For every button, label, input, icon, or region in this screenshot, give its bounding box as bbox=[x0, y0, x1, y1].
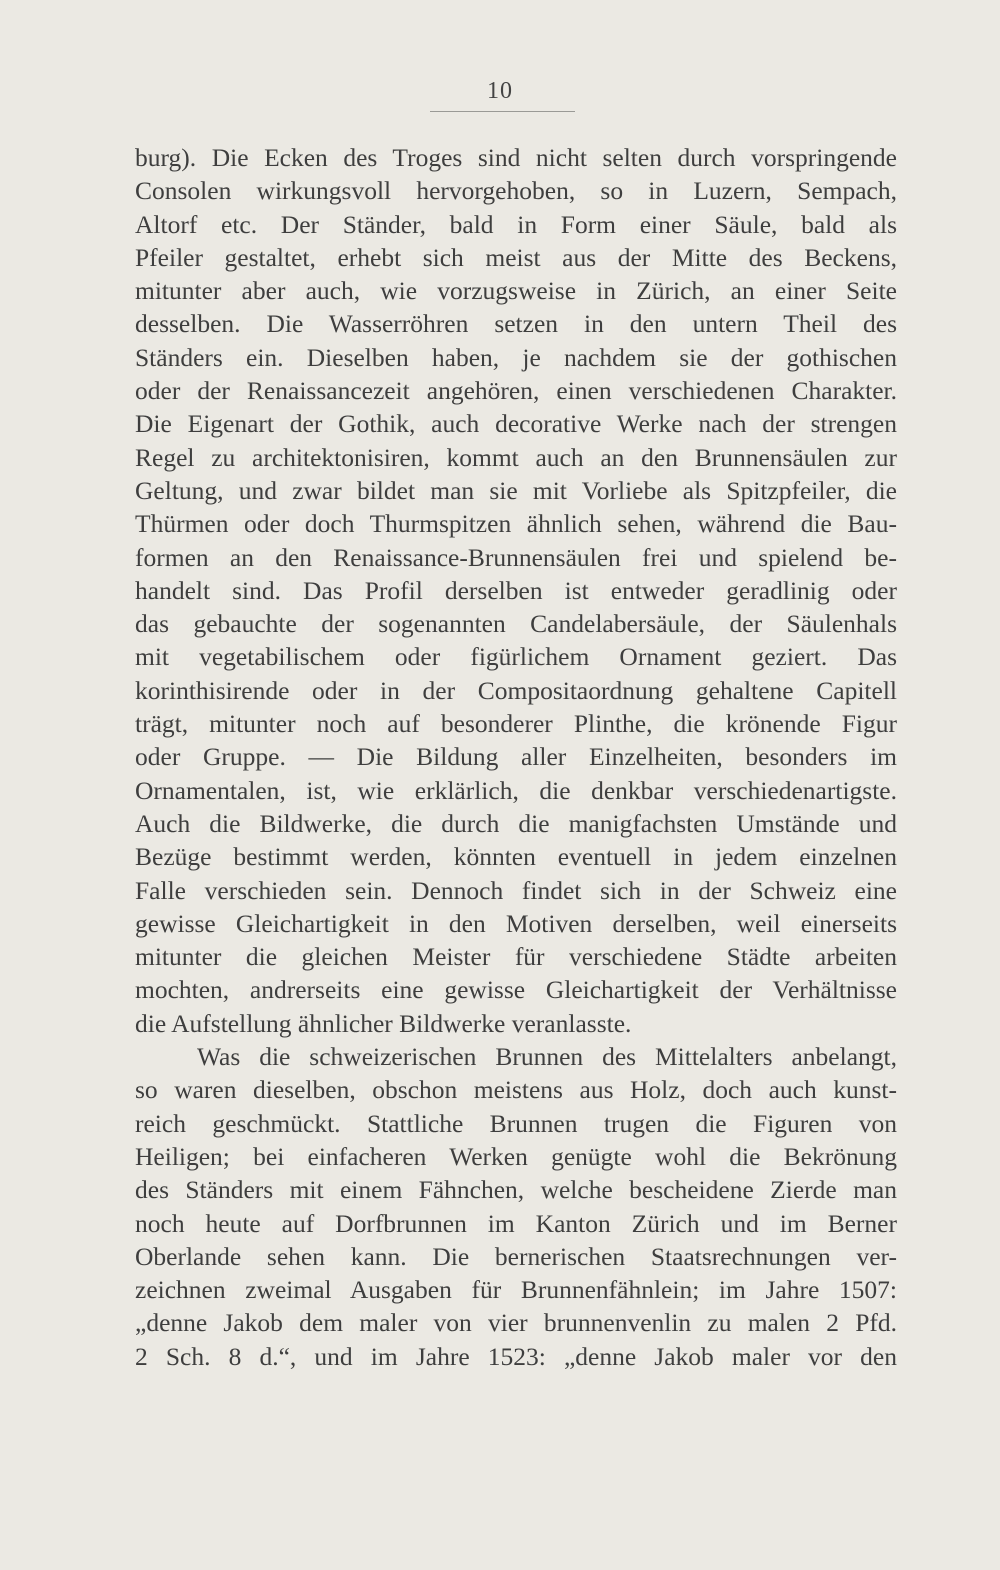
text-line: mit vegetabilischem oder figürlichem Ornament geziert. Das bbox=[135, 642, 897, 672]
text-line: mochten, andrerseits eine gewisse Gleichartigkeit der Verhältnisse bbox=[135, 975, 897, 1005]
text-line: Bezüge bestimmt werden, könnten eventuell in jedem einzelnen bbox=[135, 842, 897, 872]
text-line: Heiligen; bei einfacheren Werken genügte wohl die Bekrönung bbox=[135, 1141, 897, 1171]
text-line: handelt sind. Das Profil derselben ist entweder geradlinig oder bbox=[135, 575, 897, 605]
body-text bbox=[135, 141, 897, 1373]
text-line: trägt, mitunter noch auf besonderer Plinthe, die krönende Figur bbox=[135, 709, 897, 739]
text-line: Regel zu architektonisiren, kommt auch an den Brunnensäulen zur bbox=[135, 442, 897, 472]
text-line: Ornamentalen, ist, wie erklärlich, die denkbar verschiedenartigste. bbox=[135, 775, 897, 805]
text-line: Die Eigenart der Gothik, auch decorative Werke nach der strengen bbox=[135, 409, 897, 439]
text-line: „denne Jakob dem maler von vier brunnenvenlin zu malen 2 Pfd. bbox=[135, 1308, 897, 1338]
text-line: Auch die Bildwerke, die durch die manigfachsten Umstände und bbox=[135, 808, 897, 838]
text-line: reich geschmückt. Stattliche Brunnen trugen die Figuren von bbox=[135, 1108, 897, 1138]
text-line: Pfeiler gestaltet, erhebt sich meist aus der Mitte des Beckens, bbox=[135, 242, 897, 272]
text-line: zeichnen zweimal Ausgaben für Brunnenfähnlein; im Jahre 1507: bbox=[135, 1275, 897, 1305]
text-line: 2 Sch. 8 d.“, und im Jahre 1523: „denne Jakob maler vor den bbox=[135, 1341, 897, 1371]
text-line: gewisse Gleichartigkeit in den Motiven derselben, weil einerseits bbox=[135, 908, 897, 938]
text-line: Ständers ein. Dieselben haben, je nachdem sie der gothischen bbox=[135, 342, 897, 372]
text-line: oder der Renaissancezeit angehören, einen verschiedenen Charakter. bbox=[135, 376, 897, 406]
page-number-rule bbox=[430, 111, 575, 112]
text-line: mitunter die gleichen Meister für verschiedene Städte arbeiten bbox=[135, 942, 897, 972]
page-number: 10 bbox=[487, 78, 513, 104]
text-line: oder Gruppe. — Die Bildung aller Einzelheiten, besonders im bbox=[135, 742, 897, 772]
text-line: burg). Die Ecken des Troges sind nicht selten durch vorspringende bbox=[135, 143, 897, 172]
text-line: die Aufstellung ähnlicher Bildwerke veranlasste. bbox=[135, 1008, 632, 1038]
text-line: Falle verschieden sein. Dennoch findet sich in der Schweiz eine bbox=[135, 875, 897, 905]
text-line: des Ständers mit einem Fähnchen, welche bescheidene Zierde man bbox=[135, 1175, 897, 1205]
text-line: Geltung, und zwar bildet man sie mit Vorliebe als Spitzpfeiler, die bbox=[135, 475, 897, 505]
text-line: Thürmen oder doch Thurmspitzen ähnlich sehen, während die Bau- bbox=[135, 509, 897, 539]
text-line: mitunter aber auch, wie vorzugsweise in Zürich, an einer Seite bbox=[135, 276, 897, 306]
text-line: Altorf etc. Der Ständer, bald in Form einer Säule, bald als bbox=[135, 209, 897, 239]
text-line: Consolen wirkungsvoll hervorgehoben, so in Luzern, Sempach, bbox=[135, 176, 897, 206]
text-line: desselben. Die Wasserröhren setzen in den untern Theil des bbox=[135, 309, 897, 339]
text-line: so waren dieselben, obschon meistens aus Holz, doch auch kunst- bbox=[135, 1075, 897, 1105]
text-line: formen an den Renaissance-Brunnensäulen frei und spielend be- bbox=[135, 542, 897, 572]
text-line: Was die schweizerischen Brunnen des Mittelalters anbelangt, bbox=[197, 1042, 897, 1072]
text-line: korinthisirende oder in der Compositaordnung gehaltene Capitell bbox=[135, 675, 897, 705]
text-line: Oberlande sehen kann. Die bernerischen Staatsrechnungen ver- bbox=[135, 1241, 897, 1271]
text-line: das gebauchte der sogenannten Candelabersäule, der Säulenhals bbox=[135, 609, 897, 639]
text-line: noch heute auf Dorfbrunnen im Kanton Zürich und im Berner bbox=[135, 1208, 897, 1238]
